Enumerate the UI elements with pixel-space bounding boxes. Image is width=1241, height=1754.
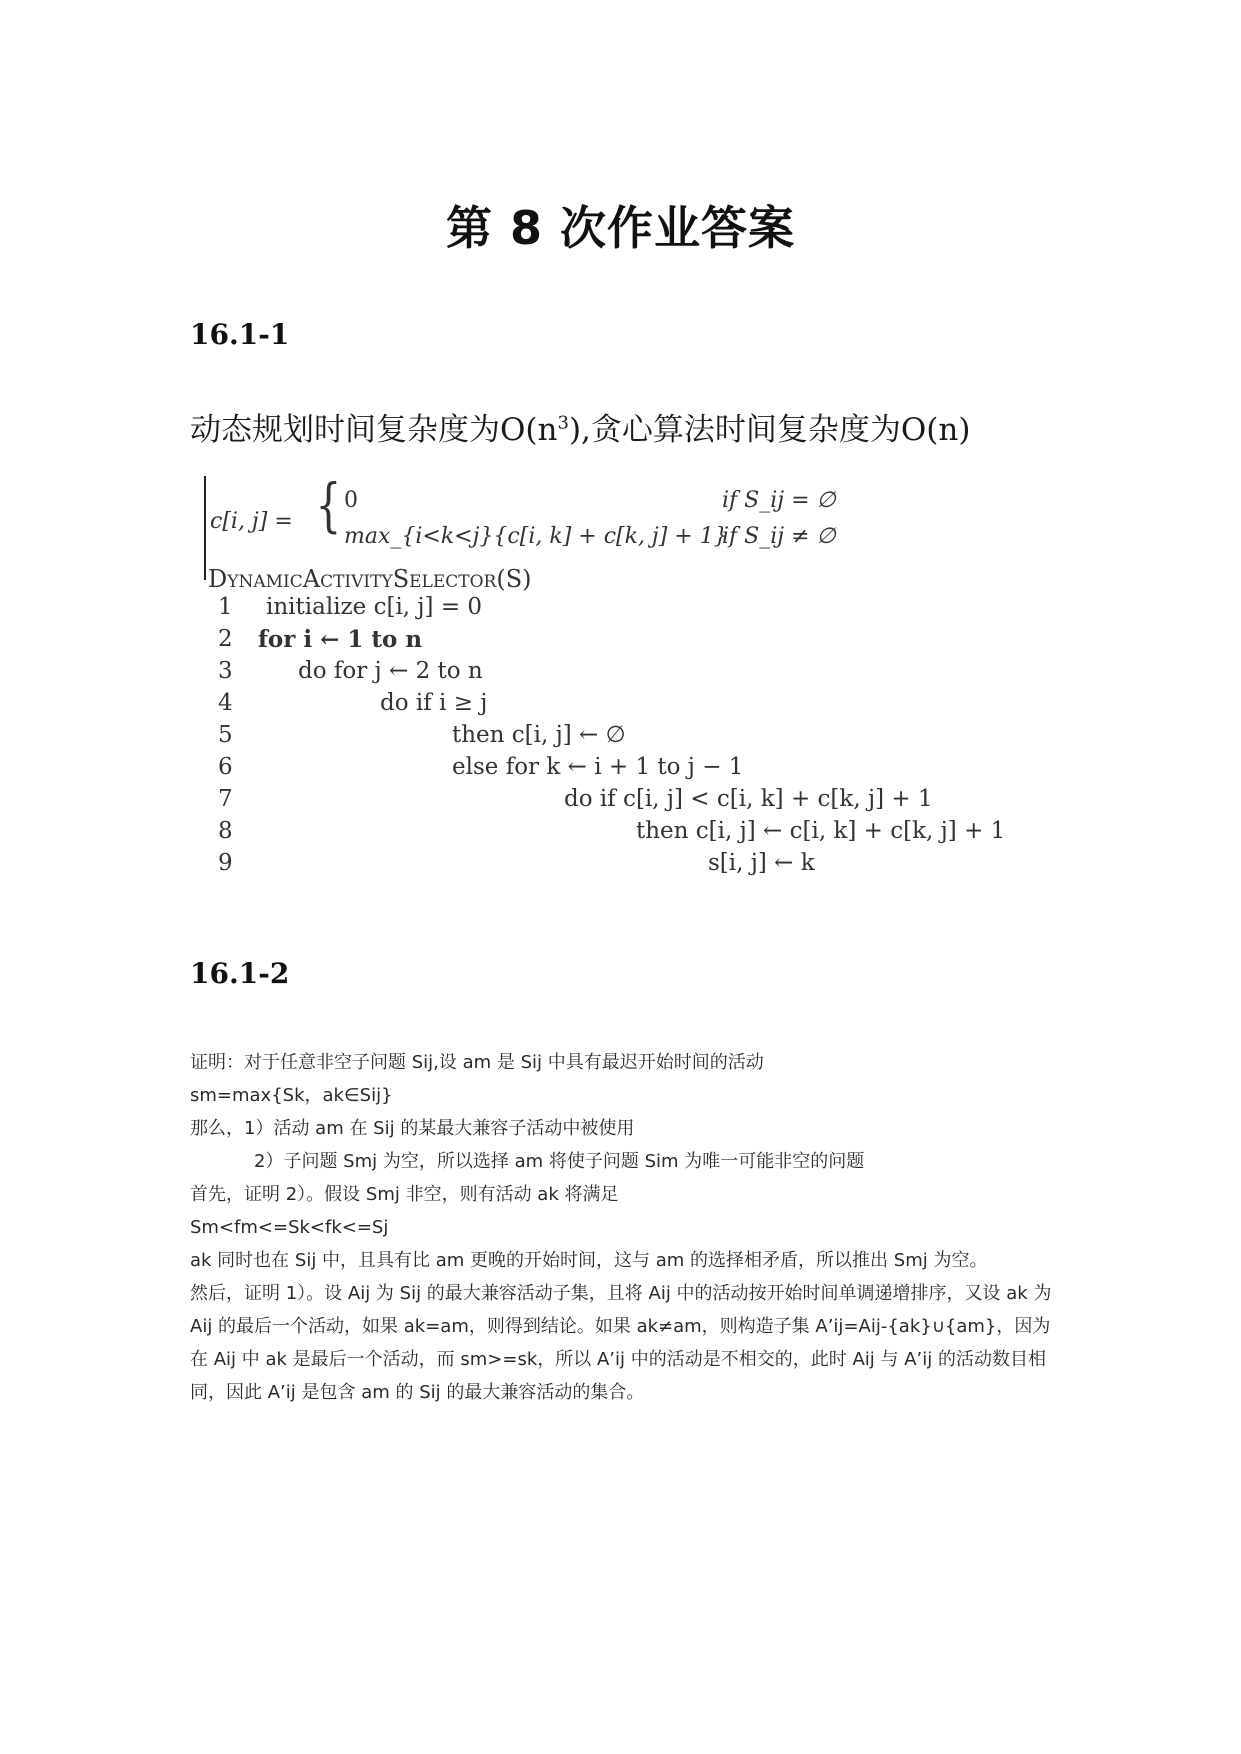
recurrence-lhs: c[i, j] = — [210, 509, 293, 534]
line-number: 9 — [218, 850, 233, 876]
proof-line: 那么，1）活动 am 在 Sij 的某最大兼容子活动中被使用 — [190, 1118, 635, 1139]
line-code: s[i, j] ← k — [708, 850, 815, 876]
complexity-prefix: 动态规划时间复杂度为O(n — [190, 412, 558, 448]
line-code: for i ← 1 to n — [258, 626, 423, 653]
page-title: 第 8 次作业答案 — [445, 201, 796, 255]
line-code: do if c[i, j] < c[i, k] + c[k, j] + 1 — [564, 786, 933, 812]
algorithm-name: DynamicActivitySelector(S) — [208, 565, 532, 593]
proof-line: 首先，证明 2）。假设 Smj 非空，则有活动 ak 将满足 — [190, 1184, 619, 1205]
line-code: then c[i, j] ← ∅ — [452, 722, 626, 748]
proof-text — [190, 1046, 1060, 1409]
line-code: else for k ← i + 1 to j − 1 — [452, 754, 744, 780]
proof-inequality: Sm<fm<=Sk<fk<=Sj — [190, 1217, 389, 1238]
line-number: 8 — [218, 818, 233, 844]
proof-line: ak 同时也在 Sij 中，且具有比 am 更晚的开始时间，这与 am 的选择相矛盾，所以推出 Smj 为空。 — [190, 1250, 988, 1271]
proof-line: 证明：对于任意非空子问题 Sij,设 am 是 Sij 中具有最迟开始时间的活动 — [190, 1052, 764, 1073]
proof-line: 2）子问题 Smj 为空，所以选择 am 将使子问题 Sim 为唯一可能非空的问题 — [254, 1151, 865, 1172]
proof-line: sm=max{Sk，ak∈Sij} — [190, 1085, 393, 1106]
section-heading-16-1-2: 16.1-2 — [190, 957, 290, 990]
brace-glyph: { — [315, 471, 342, 539]
line-number: 1 — [218, 594, 233, 620]
line-code: do if i ≥ j — [380, 690, 488, 716]
algorithm-pseudocode — [208, 594, 1028, 894]
case2-value: max_{i<k<j}{c[i, k] + c[k, j] + 1} — [344, 524, 728, 549]
complexity-suffix: ),贪心算法时间复杂度为O(n) — [568, 412, 971, 448]
line-number: 6 — [218, 754, 233, 780]
case1-condition: if S_ij = ∅ — [722, 488, 836, 513]
line-number: 3 — [218, 658, 233, 684]
line-number: 5 — [218, 722, 233, 748]
case2-condition: if S_ij ≠ ∅ — [722, 524, 836, 549]
line-number: 7 — [218, 786, 233, 812]
line-code: then c[i, j] ← c[i, k] + c[k, j] + 1 — [636, 818, 1006, 844]
line-code: initialize c[i, j] = 0 — [266, 594, 483, 620]
line-number: 2 — [218, 626, 233, 652]
section-heading-16-1-1: 16.1-1 — [190, 318, 290, 351]
line-code: do for j ← 2 to n — [298, 658, 483, 684]
complexity-statement — [190, 404, 970, 449]
proof-paragraph: 然后，证明 1）。设 Aij 为 Sij 的最大兼容活动子集，且将 Aij 中的活动按开始时间单调递增排序，又设 ak 为 Aij 的最后一个活动，如果 ak=am，则得到结论。如果 ak≠am，则构造子集 A’ij=Aij-{ak}∪{am}，因为在 Aij 中 ak 是最后一个活动，而 sm>=sk，所以 A’ij 中的活动是不相交的，此时 Aij 与 A’ij 的活动数目相同，因此 A’ij 是包含 am 的 Sij 的最大兼容活动的集合。 — [190, 1283, 1052, 1403]
line-number: 4 — [218, 690, 233, 716]
case1-value: 0 — [344, 488, 358, 513]
complexity-exponent: 3 — [557, 412, 569, 434]
